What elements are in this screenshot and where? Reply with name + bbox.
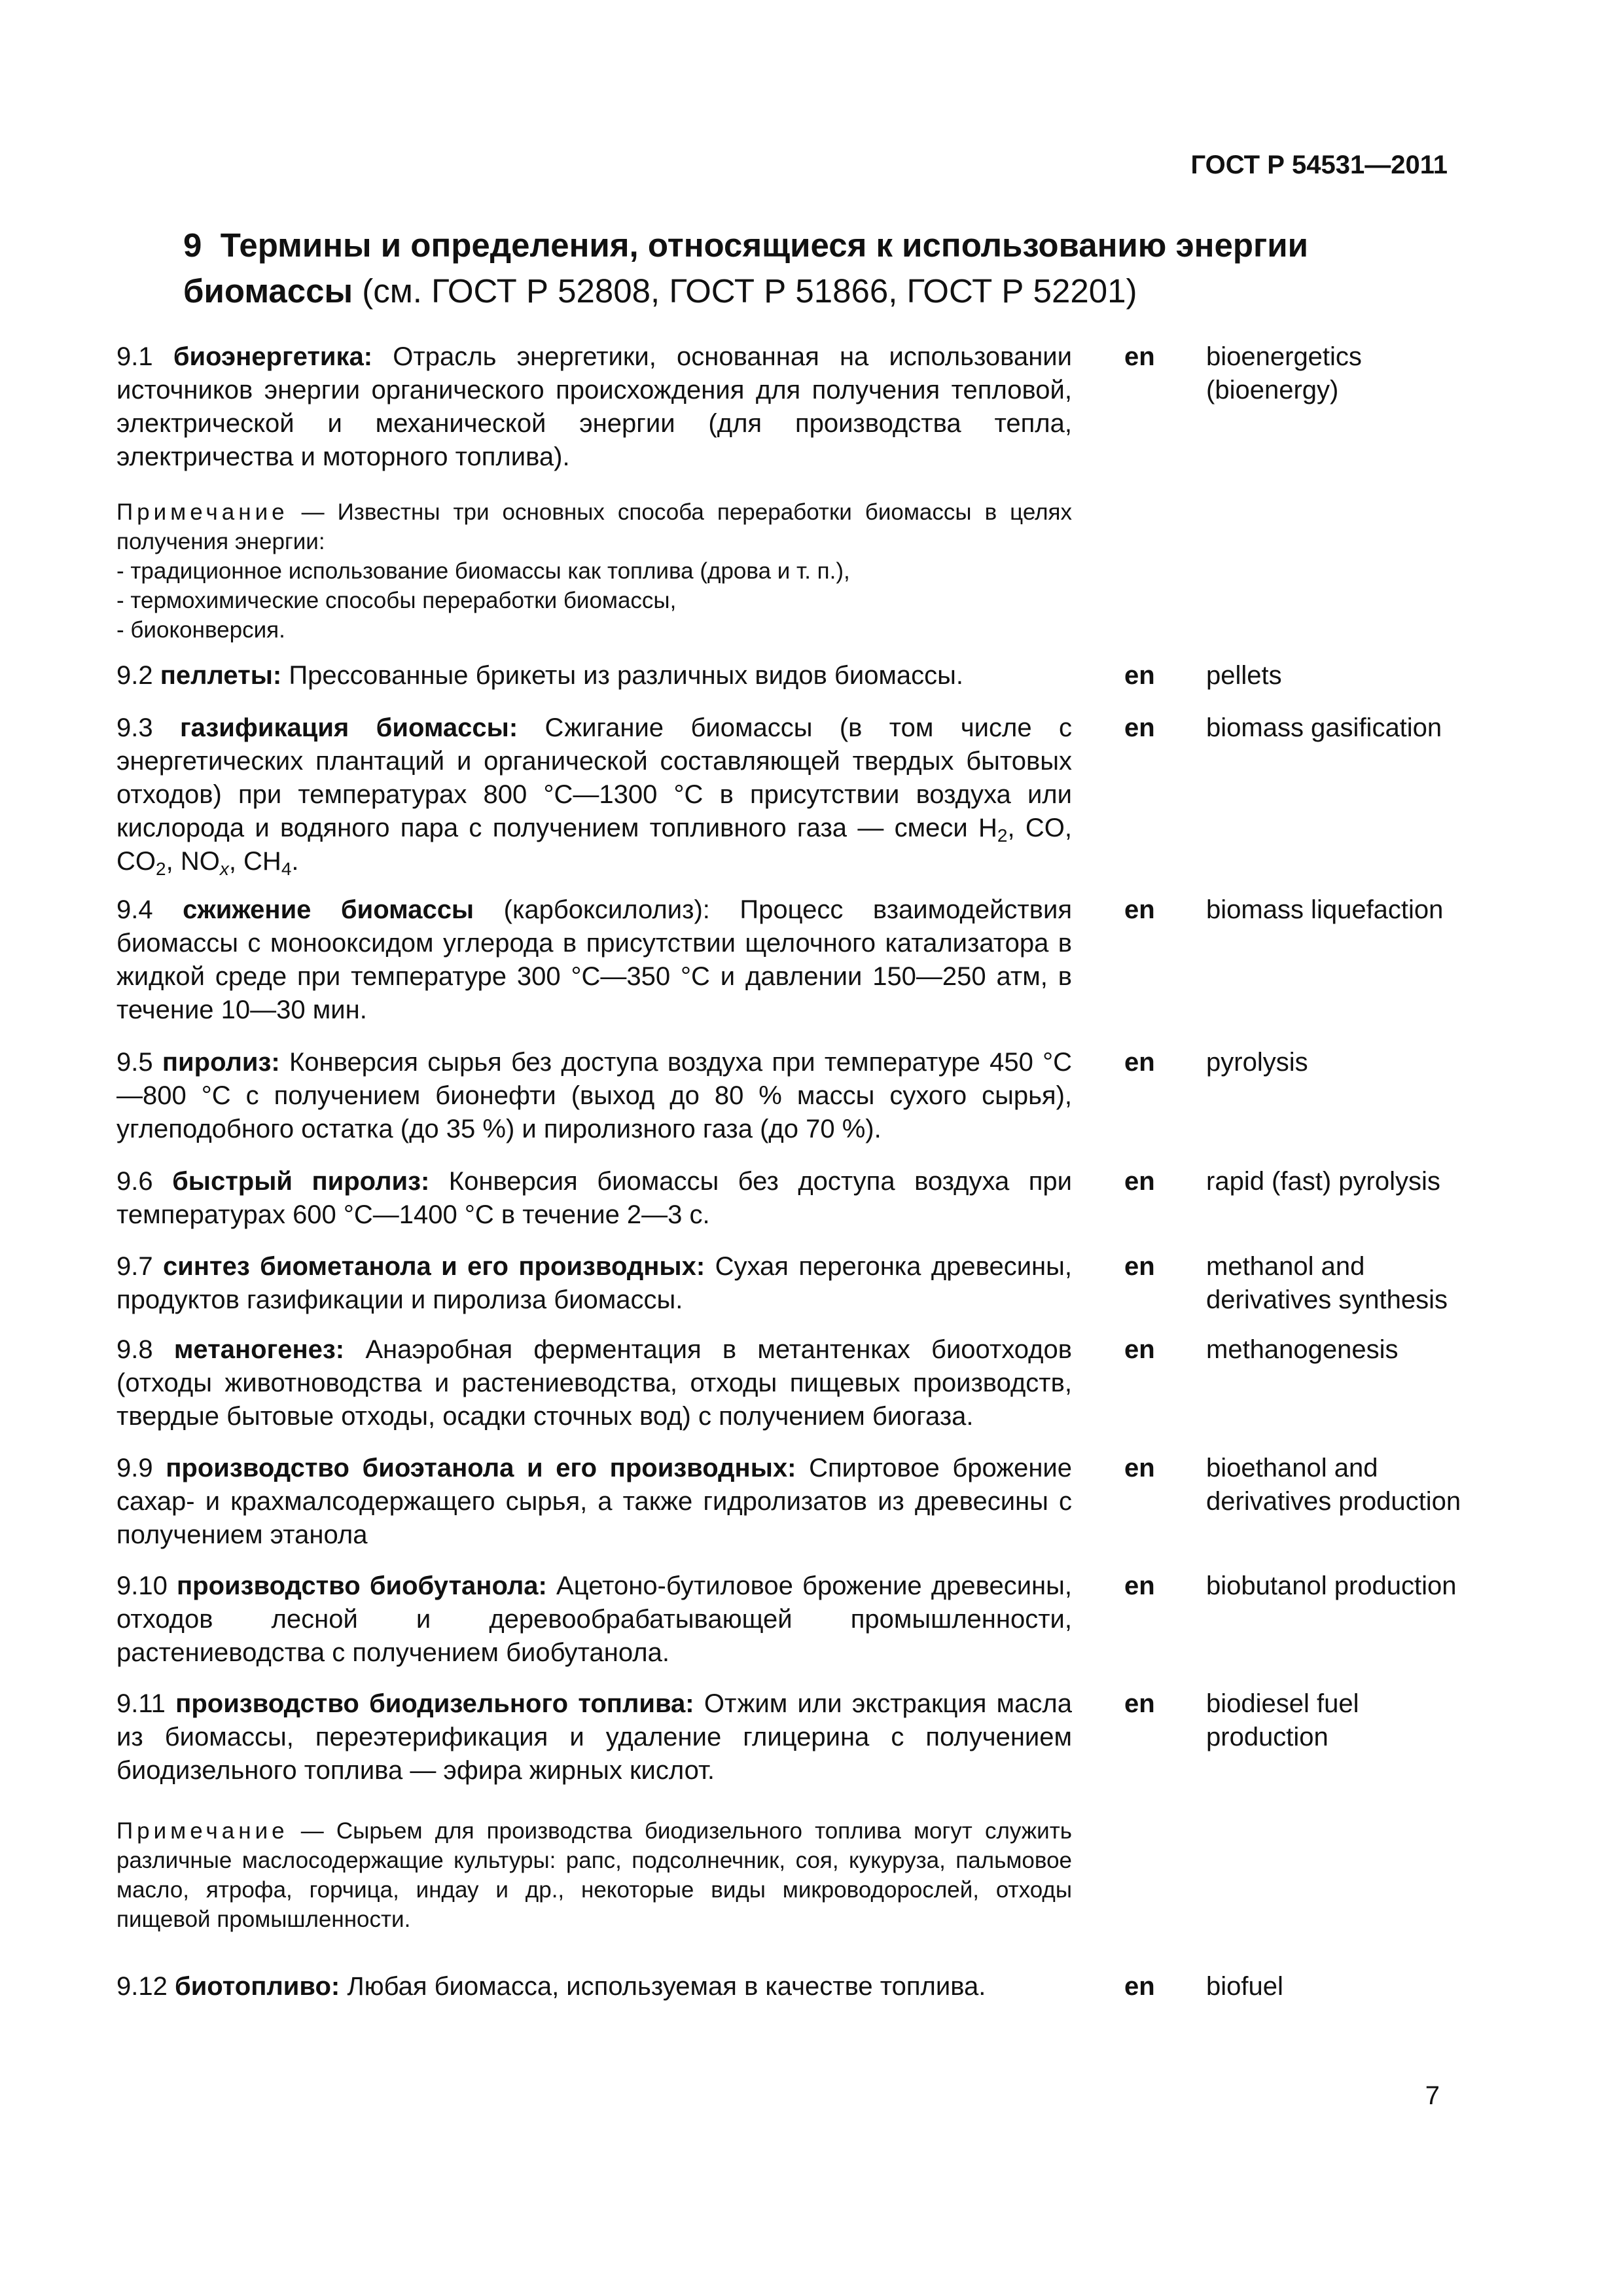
note-1: [116, 497, 1072, 645]
entry-term: газификация биомассы:: [180, 713, 518, 742]
formula-co2: $CO_2$: [116, 847, 166, 879]
english-equivalent: biodiesel fuel production: [1206, 1689, 1359, 1751]
entry-definition: Прессованные брикеты из различных видов биомассы.: [289, 661, 964, 690]
page-number: 7: [1425, 2081, 1440, 2110]
entry-definition: Спиртовое брожение сахар- и крахмалсодержащего сырья, а также гидролизатов из древесины с получением этанола: [116, 1454, 1073, 1549]
language-tag: en: [1124, 1048, 1155, 1077]
english-equivalent: pyrolysis: [1206, 1048, 1308, 1077]
entry-number: 9.4: [116, 895, 153, 924]
entry-number: 9.3: [116, 713, 153, 742]
section-number: 9: [183, 226, 202, 264]
english-equivalent: methanol and derivatives synthesis: [1206, 1252, 1448, 1314]
entry-number: 9.6: [116, 1167, 153, 1196]
language-tag: en: [1124, 713, 1155, 742]
entry-term: биотопливо:: [174, 1972, 340, 2001]
entry-definition: Конверсия сырья без доступа воздуха при температуре 450 °С—800 °С с получением бионефти (выход до 80 % массы сухого сырья), углеподобного остатка (до 35 %) и пиролизного газа (до 70 %).: [116, 1048, 1073, 1143]
language-tag: en: [1124, 1167, 1155, 1196]
section-title: [183, 223, 1427, 314]
english-equivalent: biobutanol production: [1206, 1571, 1457, 1600]
entry-number: 9.10: [116, 1571, 168, 1600]
entry-term: производство биобутанола:: [177, 1571, 547, 1600]
note-2: [116, 1816, 1072, 1934]
entry-definition: Сжигание биомассы (в том числе с энергетических плантаций и органической составляющей твердых бытовых отходов) при температурах 800 °С—1300 °С в присутствии воздуха или кислорода и водяного пара с получением топливного газа — смеси: [116, 713, 1072, 842]
document-code: ГОСТ Р 54531—2011: [1190, 151, 1448, 179]
section-heading: Термины и определения, относящиеся к использованию энергии биомассы: [183, 226, 1308, 310]
entry-number: 9.8: [116, 1335, 153, 1364]
note-text: — Известны три основных способа переработки биомассы в целях получения энергии:: [116, 499, 1072, 554]
entry-number: 9.5: [116, 1048, 153, 1077]
language-tag: en: [1124, 342, 1155, 371]
entry-number: 9.7: [116, 1252, 153, 1281]
english-equivalent: biomass liquefaction: [1206, 895, 1444, 924]
entry-term: биоэнергетика:: [173, 342, 373, 371]
entry-definition: Отрасль энергетики, основанная на использовании источников энергии органического происхождения для получения тепловой, электрической и механической энергии (для производства тепла, электричества и моторного топлива).: [116, 342, 1072, 471]
entry-term-extra: (карбоксилолиз):: [503, 895, 710, 924]
english-equivalent: pellets: [1206, 661, 1282, 690]
entry-definition: Отжим или экстракция масла из биомассы, переэтерификация и удаление глицерина с получением биодизельного топлива — эфира жирных кислот.: [116, 1689, 1073, 1785]
note-text: — Сырьем для производства биодизельного топлива могут служить различные маслосодержащие культуры: рапс, подсолнечник, соя, кукуруза, пальмовое масло, ятрофа, горчица, индау и др., некоторые виды микроводорослей, отходы пищевой промышленности.: [116, 1818, 1072, 1932]
english-equivalent: rapid (fast) pyrolysis: [1206, 1167, 1440, 1196]
language-tag: en: [1124, 1252, 1155, 1281]
entry-definition: Любая биомасса, используемая в качестве топлива.: [347, 1972, 986, 2001]
entry-definition: Процесс взаимодействия биомассы с монооксидом углерода в присутствии щелочного катализатора в жидкой среде при температуре 300 °С—350 °С и давлении 150—250 атм, в течение 10—30 мин.: [116, 895, 1072, 1024]
entry-number: 9.11: [116, 1689, 166, 1718]
formula-nox: $NO_x$: [180, 847, 229, 879]
language-tag: en: [1124, 1454, 1155, 1482]
english-equivalent: biomass gasification: [1206, 713, 1442, 742]
english-equivalent: bioethanol and derivatives production: [1206, 1454, 1461, 1516]
english-equivalent: bioenergetics (bioenergy): [1206, 342, 1362, 404]
language-tag: en: [1124, 895, 1155, 924]
english-equivalent: biofuel: [1206, 1972, 1283, 2001]
entry-number: 9.9: [116, 1454, 153, 1482]
language-tag: en: [1124, 1689, 1155, 1718]
english-equivalent: methanogenesis: [1206, 1335, 1399, 1364]
language-tag: en: [1124, 1571, 1155, 1600]
note-list-item: - биоконверсия.: [116, 617, 285, 643]
entry-term: производство биодизельного топлива:: [175, 1689, 694, 1718]
formula-h2: $H_2$: [978, 814, 1008, 846]
entry-term: пеллеты:: [160, 661, 282, 690]
entry-term: сжижение биомассы: [183, 895, 474, 924]
language-tag: en: [1124, 1335, 1155, 1364]
language-tag: en: [1124, 1972, 1155, 2001]
note-list-item: - термохимические способы переработки биомассы,: [116, 588, 677, 613]
entry-number: 9.12: [116, 1972, 168, 2001]
formula-co: CO: [1025, 814, 1065, 842]
language-tag: en: [1124, 661, 1155, 690]
note-label: Примечание: [116, 499, 289, 525]
entry-term: быстрый пиролиз:: [172, 1167, 430, 1196]
section-references: (см. ГОСТ Р 52808, ГОСТ Р 51866, ГОСТ Р 52201): [362, 272, 1137, 310]
note-list-item: - традиционное использование биомассы как топлива (дрова и т. п.),: [116, 558, 850, 584]
entry-definition: Анаэробная ферментация в метантенках биоотходов (отходы животноводства и растениеводства, отходы пищевых производств, твердые бытовые отходы, осадки сточных вод) с получением биогаза.: [116, 1335, 1072, 1431]
formula-ch4: $CH_4$: [243, 847, 292, 879]
entry-term: метаногенез:: [173, 1335, 345, 1364]
entry-term: пиролиз:: [162, 1048, 280, 1077]
entry-number: 9.1: [116, 342, 153, 371]
entry-number: 9.2: [116, 661, 153, 690]
entry-term: производство биоэтанола и его производных:: [166, 1454, 796, 1482]
entry-definition: Ацетоно-бутиловое брожение древесины, отходов лесной и деревообрабатывающей промышленности, растениеводства с получением биобутанола.: [116, 1571, 1072, 1667]
entry-definition: Конверсия биомассы без доступа воздуха при температурах 600 °С—1400 °С в течение 2—3 с.: [116, 1167, 1072, 1229]
entry-definition: Сухая перегонка древесины, продуктов газификации и пиролиза биомассы.: [116, 1252, 1072, 1314]
note-label: Примечание: [116, 1818, 289, 1844]
entry-term: синтез биометанола и его производных:: [163, 1252, 705, 1281]
